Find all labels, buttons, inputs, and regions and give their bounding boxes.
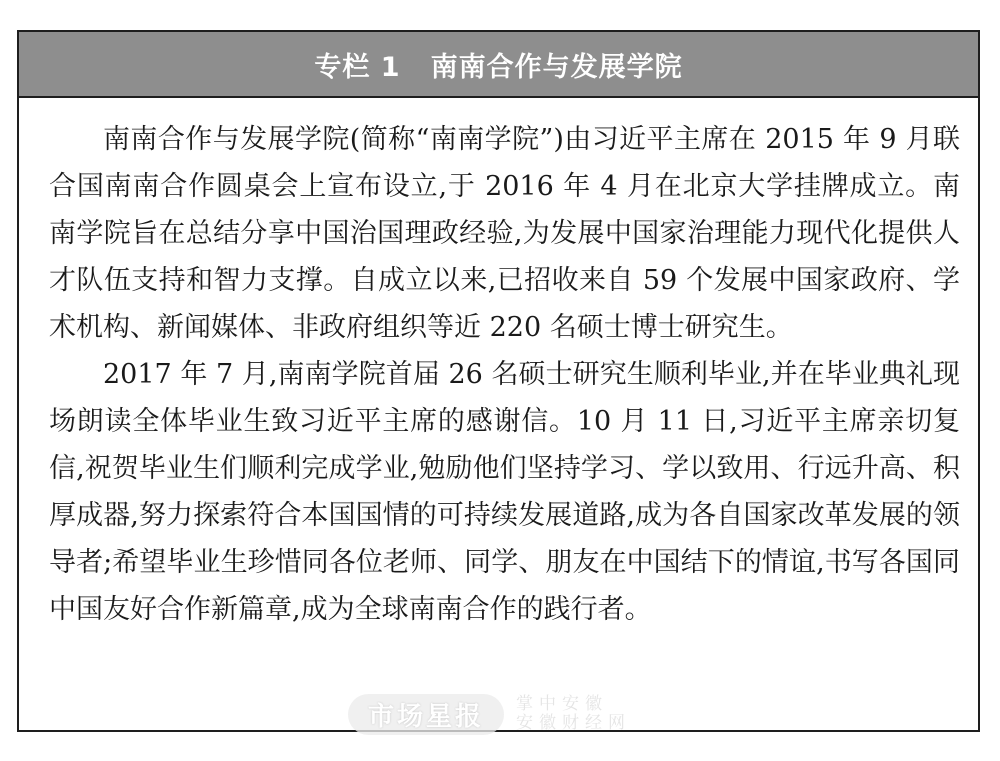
column-label: 专栏 1 [314, 51, 401, 83]
column-body [19, 98, 978, 633]
watermark-line-2: 安徽财经网 [516, 713, 632, 733]
watermark-brand: 市场星报 [348, 694, 504, 735]
watermark-line-1: 掌中安徽 [516, 694, 609, 714]
paragraph-2: 2017 年 7 月,南南学院首届 26 名硕士研究生顺利毕业,并在毕业典礼现场朗读全体毕业生致习近平主席的感谢信。10 月 11 日,习近平主席亲切复信,祝贺毕业生们顺利完成学业,勉励他们坚持学习、学以致用、行远升高、积厚成器,努力探索符合本国国情的可持续发展道路,成为各自国家改革发展的领导者;希望毕业生珍惜同各位老师、同学、朋友在中国结下的情谊,书写各国同中国友好合作新篇章,成为全球南南合作的践行者。 [49, 359, 960, 625]
paragraph-1: 南南合作与发展学院(简称“南南学院”)由习近平主席在 2015 年 9 月联合国南南合作圆桌会上宣布设立,于 2016 年 4 月在北京大学挂牌成立。南南学院旨在总结分享中国治国理政经验,为发展中国家治理能力现代化提供人才队伍支持和智力支撑。自成立以来,已招收来自 59 个发展中国家政府、学术机构、新闻媒体、非政府组织等近 220 名硕士博士研究生。 [49, 124, 960, 343]
column-title: 南南合作与发展学院 [430, 51, 683, 83]
column-header [19, 32, 978, 98]
sidebar-column-box [17, 30, 980, 732]
